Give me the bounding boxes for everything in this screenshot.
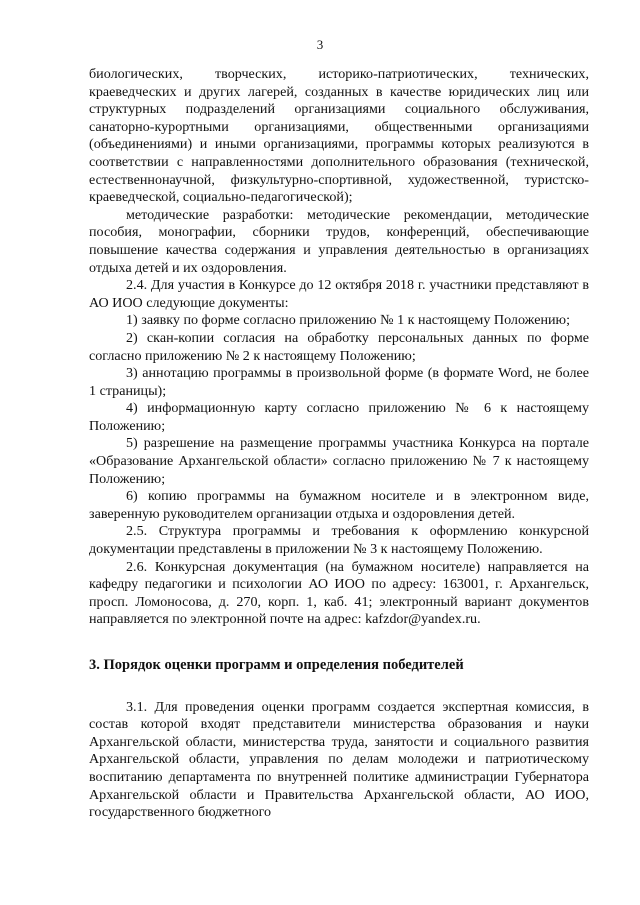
paragraph-camps-continuation: биологических, творческих, историко-патриотических, технических, краеведческих и других лагерей, созданных в качестве юридических лиц или структурных подразделений организациями социального обслуживания, санаторно-курортными организациями, общественными организациями (объединениями) и иными организациями, программы которых реализуются в соответствии с направленностями дополнительного образования (технической, естественнонаучной, физкультурно-спортивной, художественной, туристско-краеведческой, социально-педагогической); (89, 66, 589, 206)
list-item-1: 1) заявку по форме согласно приложению № 1 к настоящему Положению; (126, 312, 570, 329)
paragraph-methodical-works: методические разработки: методические рекомендации, методические пособия, монографии, сборники трудов, конференций, обеспечивающие повышение качества содержания и управления деятельностью в организациях отдыха детей и их оздоровления. (89, 206, 589, 276)
paragraph-2-5: 2.5. Структура программы и требования к оформлению конкурсной документации представлены в приложении № 3 к настоящему Положению. (89, 523, 589, 558)
list-item-4: 4) информационную карту согласно приложению № 6 к настоящему Положению; (89, 400, 589, 434)
paragraph-2-4: 2.4. Для участия в Конкурсе до 12 октября 2018 г. участники представляют в АО ИОО следующие документы: (89, 277, 589, 311)
paragraph-2-6: 2.6. Конкурсная документация (на бумажном носителе) направляется на кафедру педагогики и психологии АО ИОО по адресу: 163001, г. Архангельск, просп. Ломоносова, д. 270, корп. 1, каб. 41; электронный вариант документов направляется по электронной почте на адрес: kafzdor@yandex.ru. (89, 558, 589, 628)
list-item-3: 3) аннотацию программы в произвольной форме (в формате Word, не более 1 страницы); (89, 365, 589, 399)
section-heading: 3. Порядок оценки программ и определения победителей (89, 657, 464, 673)
paragraph-3-1: 3.1. Для проведения оценки программ создается экспертная комиссия, в состав которой входят представители министерства образования и науки Архангельской области, министерства труда, занятости и социального развития Архангельской области, управления по делам молодежи и патриотическому воспитанию департамента по внутренней политике администрации Губернатора Архангельской области и Правительства Архангельской области, АО ИОО, государственного бюджетного (89, 698, 589, 821)
list-item-6: 6) копию программы на бумажном носителе и в электронном виде, заверенную руководителем организации отдыха и оздоровления детей. (89, 488, 589, 522)
list-item-5: 5) разрешение на размещение программы участника Конкурса на портале «Образование Архангельской области» согласно приложению № 7 к настоящему Положению; (89, 435, 589, 487)
document-body (89, 66, 589, 822)
list-item-2: 2) скан-копии согласия на обработку персональных данных по форме согласно приложению № 2 к настоящему Положению; (89, 329, 589, 364)
page-number: 3 (316, 37, 324, 52)
